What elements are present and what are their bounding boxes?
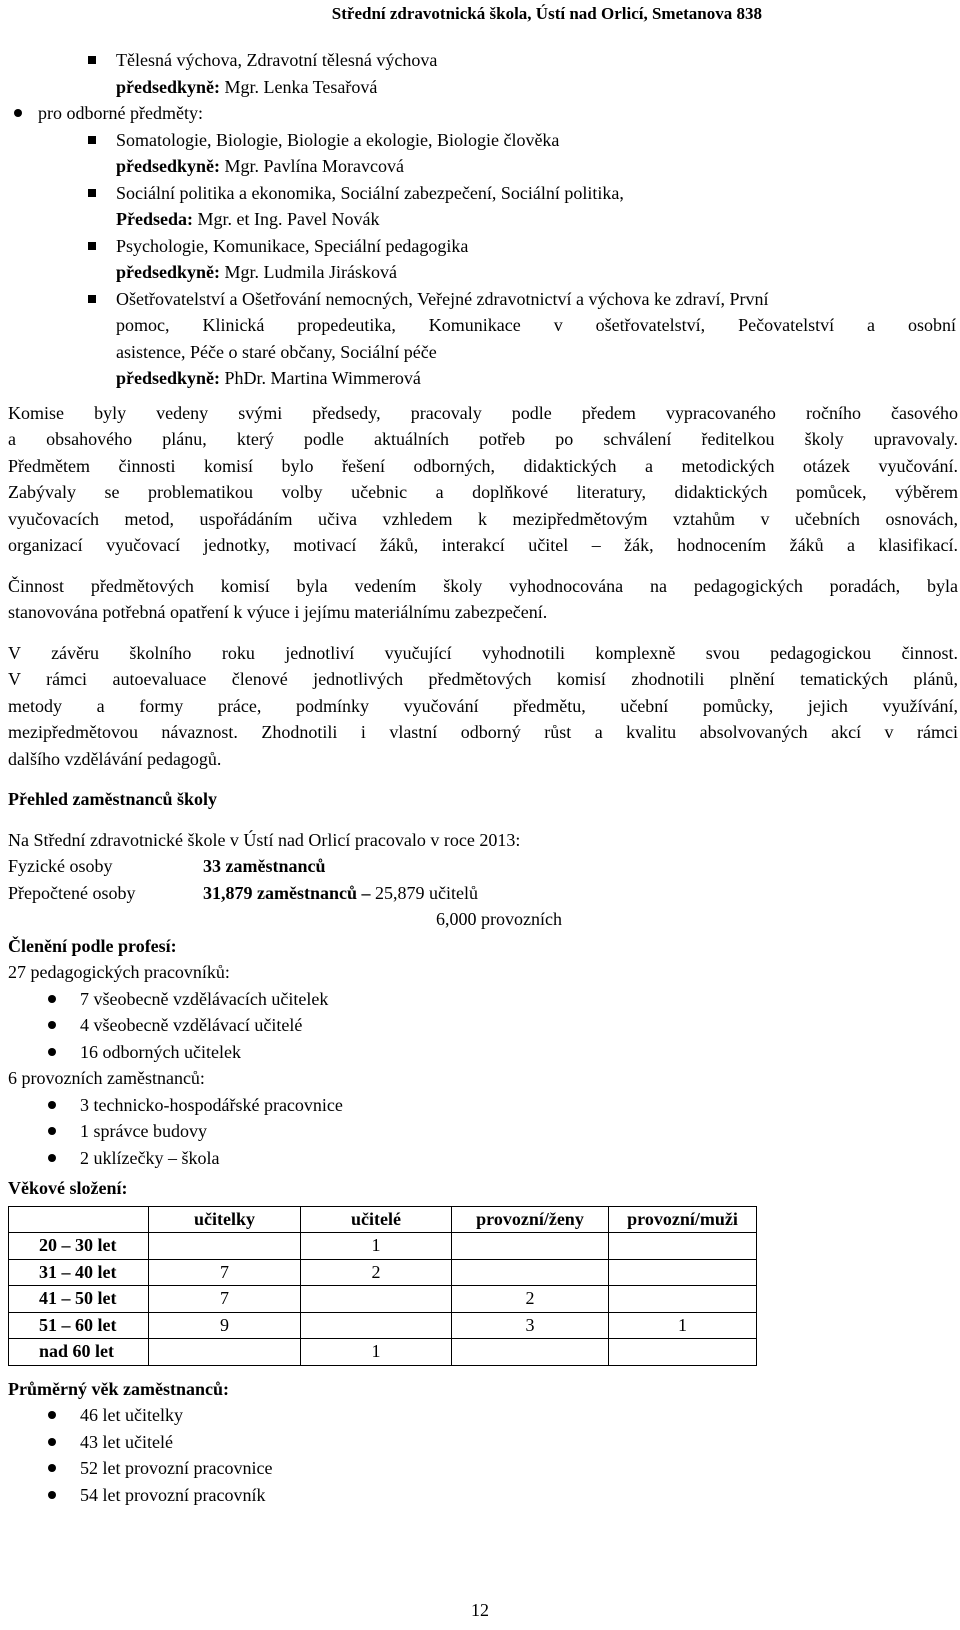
square-bullet-icon: [88, 136, 96, 144]
bullet-icon: [48, 1411, 56, 1419]
table-cell: [452, 1233, 609, 1260]
table-cell: 2: [301, 1259, 452, 1286]
list-item: pro odborné předměty:: [8, 100, 958, 127]
list-item: 43 let učitelé: [8, 1429, 958, 1456]
operational-list: [8, 1092, 958, 1172]
table-row: [9, 1233, 757, 1260]
list-item: Sociální politika a ekonomika, Sociální zabezpečení, Sociální politika,: [8, 180, 958, 207]
square-bullet-icon: [88, 189, 96, 197]
table-cell: 1: [609, 1312, 757, 1339]
age-range-cell: 20 – 30 let: [9, 1233, 149, 1260]
table-header-cell: provozní/ženy: [452, 1206, 609, 1233]
bullet-icon: [48, 1464, 56, 1472]
paragraph-commissions: Komise byly vedeny svými předsedy, pracovaly podle předem vypracovaného ročního časového a obsahového plánu, který podle aktuálních potřeb po schválení ředitelkou školy upravovaly. Předmětem činnosti komisí bylo řešení odborných, didaktických a metodických otázek vyučování. Zabývaly se problematikou volby učebnic a doplňkové literatury, didaktických pomůcek, výběrem vyučovacích metod, uspořádáním učiva vzhledem k mezipředmětovým vztahům v učebních osnovách, organizací vyučovací jednotky, motivací žáků, interakcí učitel – žák, hodnocením žáků a klasifikací.: [8, 402, 958, 555]
table-row: [9, 1259, 757, 1286]
bullet-icon: [48, 1127, 56, 1135]
section-heading-age: Věkové složení:: [8, 1178, 128, 1198]
table-cell: 1: [301, 1233, 452, 1260]
list-item: 52 let provozní pracovnice: [8, 1455, 958, 1482]
table-header-row: [9, 1206, 757, 1233]
paragraph-evaluation: Činnost předmětových komisí byla vedením školy vyhodnocována na pedagogických poradách, byla stanovována potřebná opatření k výuce i jejímu materiálnímu zabezpečení.: [8, 575, 958, 622]
bullet-icon: [48, 1101, 56, 1109]
list-item: 4 všeobecně vzdělávací učitelé: [8, 1012, 958, 1039]
committee-chair: Předseda: Mgr. et Ing. Pavel Novák: [116, 209, 380, 229]
bullet-icon: [48, 1491, 56, 1499]
bullet-icon: [48, 1438, 56, 1446]
age-range-cell: 51 – 60 let: [9, 1312, 149, 1339]
page-number: 12: [471, 1600, 489, 1620]
table-header-cell: učitelé: [301, 1206, 452, 1233]
table-cell: 9: [149, 1312, 301, 1339]
table-cell: [149, 1339, 301, 1366]
staff-operational: 6,000 provozních: [436, 909, 562, 929]
table-cell: [301, 1312, 452, 1339]
square-bullet-icon: [88, 295, 96, 303]
staff-physical: Fyzické osoby 33 zaměstnanců: [8, 856, 326, 876]
list-item: 46 let učitelky: [8, 1402, 958, 1429]
list-item: Somatologie, Biologie, Biologie a ekologie, Biologie člověka: [8, 127, 958, 154]
list-item: 16 odborných učitelek: [8, 1039, 958, 1066]
table-cell: [609, 1259, 757, 1286]
table-cell: [149, 1233, 301, 1260]
staff-intro: Na Střední zdravotnické škole v Ústí nad Orlicí pracovalo v roce 2013:: [8, 829, 521, 850]
table-cell: 7: [149, 1259, 301, 1286]
bullet-icon: [48, 995, 56, 1003]
pedagogical-label: 27 pedagogických pracovníků:: [8, 962, 230, 982]
bullet-icon: [48, 1048, 56, 1056]
table-row: [9, 1286, 757, 1313]
table-cell: 2: [452, 1286, 609, 1313]
age-table: [8, 1206, 757, 1366]
table-cell: [452, 1339, 609, 1366]
list-item: 2 uklízečky – škola: [8, 1145, 958, 1172]
age-range-cell: nad 60 let: [9, 1339, 149, 1366]
pedagogical-list: [8, 986, 958, 1066]
page-header: Střední zdravotnická škola, Ústí nad Orlicí, Smetanova 838: [331, 4, 762, 23]
table-cell: 7: [149, 1286, 301, 1313]
bullet-icon: [14, 109, 22, 117]
table-cell: [609, 1339, 757, 1366]
average-age-list: [8, 1402, 958, 1508]
table-cell: 3: [452, 1312, 609, 1339]
section-heading-avg-age: Průměrný věk zaměstnanců:: [8, 1378, 229, 1399]
operational-label: 6 provozních zaměstnanců:: [8, 1068, 205, 1088]
list-item: 1 správce budovy: [8, 1118, 958, 1145]
bullet-icon: [48, 1021, 56, 1029]
bullet-icon: [48, 1154, 56, 1162]
table-header-cell: [9, 1206, 149, 1233]
table-cell: [609, 1233, 757, 1260]
table-cell: [301, 1286, 452, 1313]
square-bullet-icon: [88, 56, 96, 64]
age-range-cell: 41 – 50 let: [9, 1286, 149, 1313]
paragraph-autoevaluation: V závěru školního roku jednotliví vyučující vyhodnotili komplexně svou pedagogickou činnost. V rámci autoevaluace členové jednotlivých předmětových komisí zhodnotili plnění tematických plánů, metody a formy práce, podmínky vyučování předmětu, učební pomůcky, jejich využívání, mezipředmětovou návaznost. Zhodnotili i vlastní odborný růst a kvalitu absolvovaných akcí v rámci dalšího vzdělávání pedagogů.: [8, 642, 958, 769]
table-cell: [609, 1286, 757, 1313]
table-header-cell: provozní/muži: [609, 1206, 757, 1233]
list-item: 54 let provozní pracovník: [8, 1482, 958, 1509]
table-row: [9, 1312, 757, 1339]
table-cell: 1: [301, 1339, 452, 1366]
staff-recalculated: Přepočtené osoby 31,879 zaměstnanců – 25,879 učitelů: [8, 882, 478, 903]
table-cell: [452, 1259, 609, 1286]
committee-chair: předsedkyně: Mgr. Lenka Tesařová: [116, 76, 378, 97]
list-item: Ošetřovatelství a Ošetřování nemocných, Veřejné zdravotnictví a výchova ke zdraví, První: [8, 286, 958, 313]
document-body: Tělesná výchova, Zdravotní tělesná výchova předsedkyně: Mgr. Lenka Tesařová pro odborné předměty: Somatologie, Biologie, Biologie a ekologie, Biologie člověka předsedkyně: Mgr. Pavlína Moravcová Sociální politika a ekonomika, Sociální zabezpečení, Sociální politika, Předseda: Mgr. et Ing. Pavel Novák Psychologie, Komunikace, Speciální pedagogika předsedkyně: Mgr. Ludmila Jirásková Ošetřovatelství a Ošetřování nemocných, Veřejné zdravotnictví a výchova ke zdraví, První pomoc, Klinická propedeutika, Komunikace v ošetřovatelství, Pečovatelství a osobní asistence, Péče o staré občany, Sociální péče předsedkyně: PhDr. Martina Wimmerová Komise byly vedeny svými předsedy, pracovaly podle předem vypracovaného ročního časového a obsahového plánu, který podle aktuálních potřeb po schválení ředitelkou školy upravovaly. Předmětem činnosti komisí bylo řešení odborných, didaktických a metodických otázek vyučování. Zabývaly se problematikou volby učebnic a doplňkové literatury, didaktických pomůcek, výběrem vyučovacích metod, uspořádáním učiva vzhledem k mezipředmětovým vztahům v učebních osnovách, organizací vyučovací jednotky, motivací žáků, interakcí učitel – žák, hodnocením žáků a klasifikací. Činnost předmětových komisí byla vedením školy vyhodnocována na pedagogických poradách, byla stanovována potřebná opatření k výuce i jejímu materiálnímu zabezpečení. V závěru školního roku jednotliví vyučující vyhodnotili komplexně svou pedagogickou činnost. V rámci autoevaluace členové jednotlivých předmětových komisí zhodnotili plnění tematických plánů, metody a formy práce, podmínky vyučování předmětu, učební pomůcky, jejich využívání, mezipředmětovou návaznost. Zhodnotili i vlastní odborný růst a kvalitu absolvovaných akcí v rámci dalšího vzdělávání pedagogů. Přehled zaměstnanců školy Na Střední zdravotnické škole v Ústí nad Orlicí pracovalo v roce 2013: Fyzické osoby 33 zaměstnanců Přepočtené osoby 31,879 zaměstnanců – 25,879 učitelů 6,000 provozních Členění podle profesí: 27 pedagogických pracovníků: 7 všeobecně vzdělávacích učitelek 4 všeobecně vzdělávací učitelé 16 odborných učitelek 6 provozních zaměstnanců: 3 technicko-hospodářské pracovnice 1 správce budovy 2 uklízečky – škola Věkové složení: učitelky učitelé provozní/ženy provozní/muži 20 – 30 let 1 31 – 40 let 7 2 41 – 50 let 7 2 51 – 60 let 9 3 1 nad 60 let 1 Průměrný věk zaměstnanců: 46 let učitelky 43 let učitelé 52 let provozní pracovnice 54 let provozní pracovník: [8, 47, 958, 1508]
list-item: Tělesná výchova, Zdravotní tělesná výchova: [8, 47, 958, 74]
table-row: [9, 1339, 757, 1366]
list-item: 7 všeobecně vzdělávacích učitelek: [8, 986, 958, 1013]
list-item: Psychologie, Komunikace, Speciální pedagogika: [8, 233, 958, 260]
list-item: 3 technicko-hospodářské pracovnice: [8, 1092, 958, 1119]
section-heading-professions: Členění podle profesí:: [8, 935, 177, 956]
committee-chair: předsedkyně: Mgr. Pavlína Moravcová: [116, 156, 404, 176]
age-range-cell: 31 – 40 let: [9, 1259, 149, 1286]
square-bullet-icon: [88, 242, 96, 250]
table-header-cell: učitelky: [149, 1206, 301, 1233]
committee-chair: předsedkyně: Mgr. Ludmila Jirásková: [116, 262, 397, 282]
section-heading-staff: Přehled zaměstnanců školy: [8, 789, 217, 809]
committee-chair: předsedkyně: PhDr. Martina Wimmerová: [116, 368, 421, 388]
